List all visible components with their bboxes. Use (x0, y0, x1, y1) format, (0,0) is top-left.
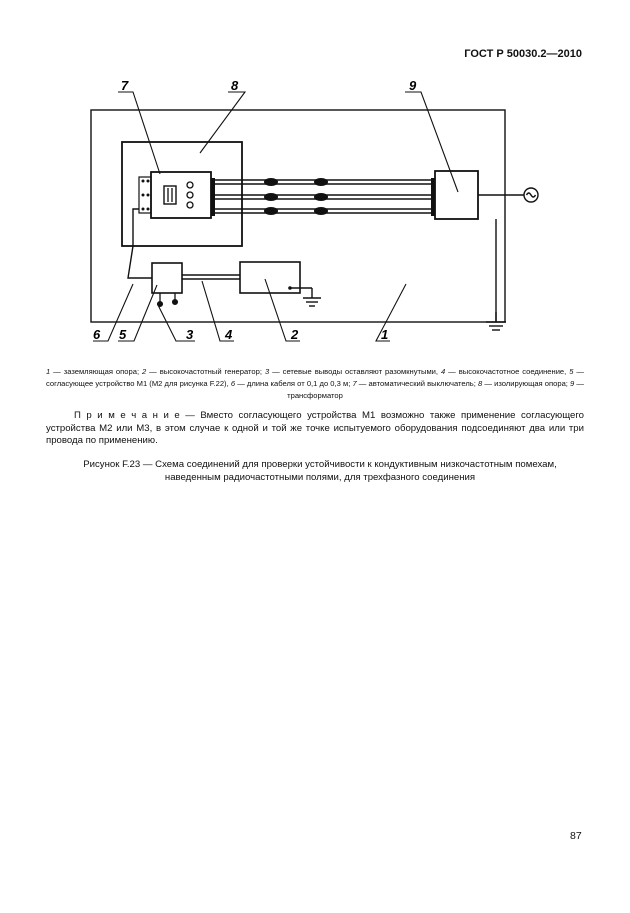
breaker-handle (164, 186, 176, 204)
ac-source-connection (478, 188, 538, 322)
note-text: — Вместо согласующего устройства М1 возможно также применение согласующего устройства М2 или М3, в этом случае к одной и той же точке испытуемого оборудования подсоединяют два или три провода по применению. (46, 410, 585, 446)
insulating-support (122, 142, 242, 246)
label-4: 4 (225, 327, 233, 342)
transformer (435, 171, 478, 219)
label-7: 7 (121, 78, 129, 93)
label-8: 8 (231, 78, 239, 93)
circuit-breaker (151, 172, 211, 218)
figure-note (46, 410, 584, 448)
standard-header: ГОСТ Р 50030.2—2010 (464, 48, 582, 60)
label-2: 2 (291, 327, 299, 342)
breaker-terminal-dots (142, 180, 150, 211)
label-leaders (93, 92, 458, 341)
breaker-handle-detail (168, 188, 172, 202)
ground-plane-ground-icon (486, 312, 506, 330)
hf-connection (182, 275, 240, 279)
note-label: П р и м е ч а н и е (74, 410, 180, 421)
label-3: 3 (186, 327, 194, 342)
label-5: 5 (119, 327, 127, 342)
page-number: 87 (570, 830, 582, 842)
generator-ground-icon (290, 288, 321, 306)
open-terminals (158, 293, 178, 306)
label-9: 9 (409, 78, 417, 93)
label-1: 1 (381, 327, 389, 342)
coupling-device (152, 263, 182, 293)
cable-6 (128, 209, 152, 278)
breaker-terminal-circles (187, 182, 193, 208)
figure-caption: Рисунок F.23 — Схема соединений для проверки устойчивости к кондуктивным низкочастотным помехам, наведенным радиочастотными полями, для трехфазного соединения (83, 459, 557, 483)
figure-legend: 1 — заземляющая опора; 2 — высокочастотный генератор; 3 — сетевые выводы оставляют разомкнутыми, 4 — высокочастотное соединение, 5 — согласующее устройство М1 (М2 для рисунка F.22), 6 — длина кабеля от 0,1 до 0,3 м; 7 — автоматический выключатель; 8 — изолирующая опора; 9 — трансформатор (46, 367, 584, 400)
connection-diagram (0, 0, 630, 360)
label-6: 6 (93, 327, 101, 342)
